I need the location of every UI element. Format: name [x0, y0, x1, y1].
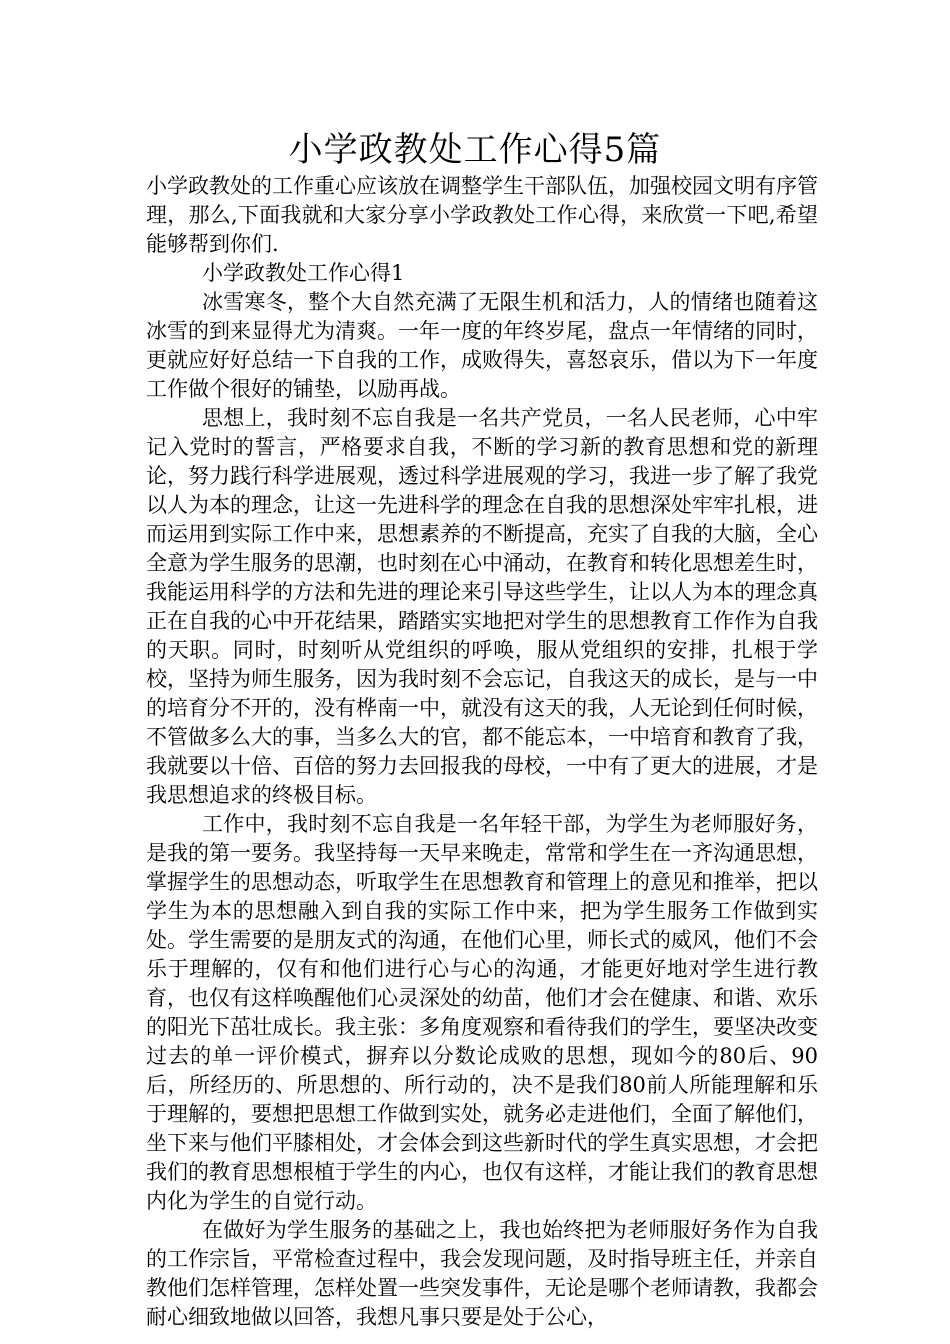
body-paragraph: 思想上，我时刻不忘自我是一名共产党员，一名人民老师，心中牢记入党时的誓言，严格要求自我，不断的学习新的教育思想和党的新理论，努力践行科学进展观，透过科学进展观的学习，我进一步了解了我党以人为本的理念，让这一先进科学的理念在自我的思想深处牢牢扎根，进而运用到实际工作中来，思想素养的不断提高，充实了自我的大脑，全心全意为学生服务的思潮，也时刻在心中涌动，在教育和转化思想差生时，我能运用科学的方法和先进的理论来引导这些学生，让以人为本的理念真正在自我的心中开花结果，踏踏实实地把对学生的思想教育工作作为自我的天职。同时，时刻听从党组织的呼唤，服从党组织的安排，扎根于学校，坚持为师生服务，因为我时刻不会忘记，自我这天的成长，是与一中的培育分不开的，没有桦南一中，就没有这天的我，人无论到任何时候，不管做多么大的事，当多么大的官，都不能忘本，一中培育和教育了我，我就要以十倍、百倍的努力去回报我的母校，一中有了更大的进展，才是我思想追求的终极目标。 — [146, 406, 818, 807]
document-title: 小学政教处工作心得5篇 — [288, 130, 662, 170]
body-paragraph: 冰雪寒冬，整个大自然充满了无限生机和活力，人的情绪也随着这冰雪的到来显得尤为清爽。一年一度的年终岁尾，盘点一年情绪的同时，更就应好好总结一下自我的工作，成败得失，喜怒哀乐，借以为下一年度工作做个很好的铺垫，以励再战。 — [146, 290, 818, 401]
document-body — [146, 172, 818, 1332]
body-paragraph: 工作中，我时刻不忘自我是一名年轻干部，为学生为老师服好务，是我的第一要务。我坚持每一天早来晚走，常常和学生在一齐沟通思想，掌握学生的思想动态，听取学生在思想教育和管理上的意见和推举，把以学生为本的思想融入到自我的实际工作中来，把为学生服务工作做到实处。学生需要的是朋友式的沟通，在他们心里，师长式的威风，他们不会乐于理解的，仅有和他们进行心与心的沟通，才能更好地对学生进行教育，也仅有这样唤醒他们心灵深处的幼苗，他们才会在健康、和谐、欢乐的阳光下茁壮成长。我主张：多角度观察和看待我们的学生，要坚决改变过去的单一评价模式，摒弃以分数论成败的思想，现如今的80后、90后，所经历的、所思想的、所行动的，决不是我们80前人所能理解和乐于理解的，要想把思想工作做到实处，就务必走进他们，全面了解他们，坐下来与他们平膝相处，才会体会到这些新时代的学生真实思想，才会把我们的教育思想根植于学生的内心，也仅有这样，才能让我们的教育思想内化为学生的自觉行动。 — [146, 812, 818, 1213]
intro-paragraph: 小学政教处的工作重心应该放在调整学生干部队伍，加强校园文明有序管理，那么,下面我就和大家分享小学政教处工作心得，来欣赏一下吧,希望能够帮到你们. — [146, 174, 818, 256]
body-paragraph: 在做好为学生服务的基础之上，我也始终把为老师服好务作为自我的工作宗旨，平常检查过程中，我会发现问题，及时指导班主任，并亲自教他们怎样管理，怎样处置一些突发事件，无论是哪个老师请教，我都会耐心细致地做以回答，我想凡事只要是处于公心， — [146, 1218, 818, 1329]
section-heading: 小学政教处工作心得1 — [202, 261, 405, 285]
